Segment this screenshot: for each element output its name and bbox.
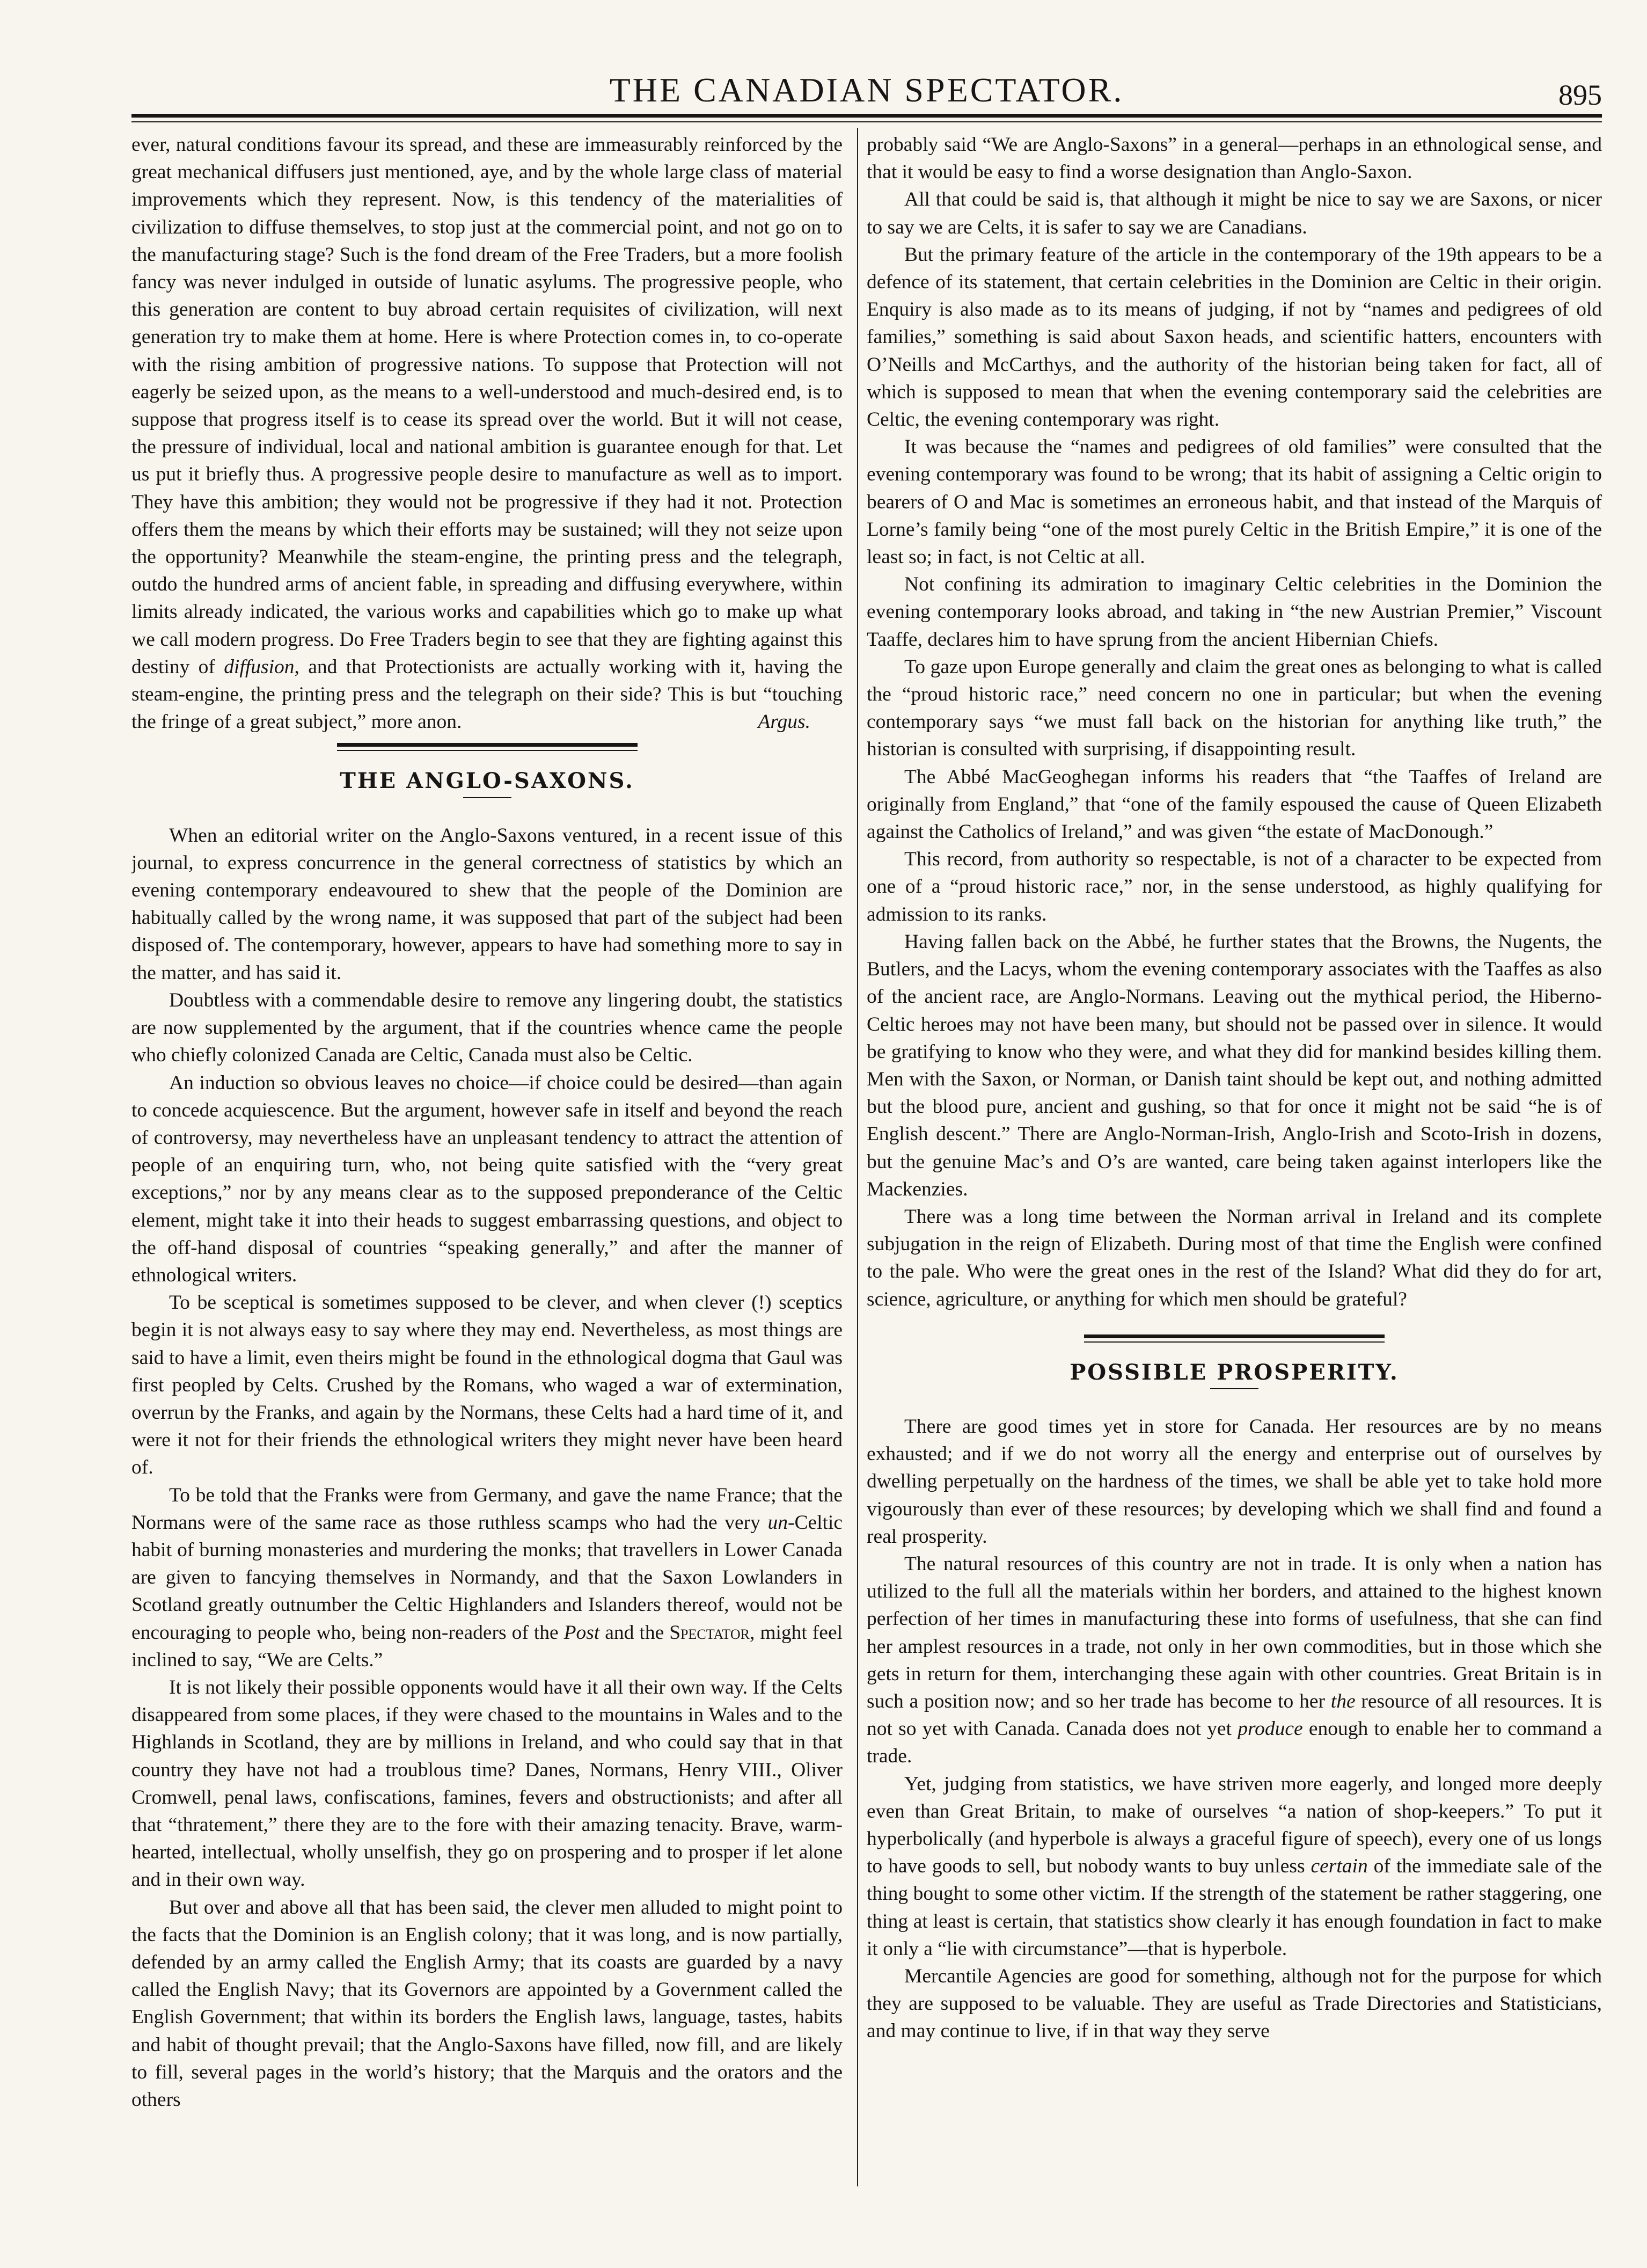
article-paragraph: An induction so obvious leaves no choice—if choice could be desired—than again to concede acquiescence. But the argument, however safe in itself and beyond the reach of controversy, may nevertheless have an unpleasant tendency to attract the attention of people of an enquiring turn, who, not being quite satisfied with the “very great exceptions,” nor by any means clear as to the supposed preponderance of the Celtic element, might take it into their heads to suggest embarrassing questions, and object to the off-hand disposal of countries “speaking generally,” and after the manner of ethnological writers. <box>131 1071 843 1286</box>
protection-article-paragraph: ever, natural conditions favour its spread, and these are immeasurably reinforced by the great mechanical diffusers just mentioned, aye, and by the whole large class of material improvements which they represent. Now, is this tendency of the materialities of civilization to diffuse themselves, to stop just at the commercial point, and not go on to the manufacturing stage? Such is the fond dream of the Free Traders, but a more foolish fancy was never indulged in outside of lunatic asylums. The progressive people, who this generation are content to buy abroad certain requisites of civilization, will next generation try to make them at home. Here is where Protection comes in, to co-operate with the rising ambition of progressive nations. To suppose that Protection will not eagerly be seized upon, as the means to a well-understood and much-desired end, is to suppose that progress itself is to cease its spread over the world. But it will not cease, the pressure of individual, local and national ambition is guarantee enough for that. Let us put it briefly thus. A progressive people desire to manufacture as well as to import. They have this ambition; they would not be progressive if they had it not. Protection offers them the means by which their efforts may be sustained; will they not seize upon the opportunity? Meanwhile the steam-engine, the printing press and the telegraph, outdo the hundred arms of ancient fable, in spreading and diffusing everywhere, within limits already indicated, the various works and capabilities which go to make up what we call modern progress. Do Free Traders begin to see that they are fighting against this destiny of diffusion, and that Protectionists are actually working with it, having the steam-engine, the printing press and the telegraph on their side? This is but “touching the fringe of a great subject,” more anon. Argus. <box>131 131 843 735</box>
publication-title: THE CANADIAN SPECTATOR. <box>609 71 1124 109</box>
article-paragraph: To be told that the Franks were from Germany, and gave the name France; that the Normans were of the same race as those ruthless scamps who had the very un-Celtic habit of burning monasteries and murdering the monks; that travellers in Lower Canada are given to fancying themselves in Normandy, and that the Saxon Lowlanders in Scotland greatly outnumber the Celtic Highlanders and Islanders thereof, would not be encouraging to people who, being non-readers of the Post and the Spectator, might feel inclined to say, “We are Celts.” <box>131 1484 843 1671</box>
article-paragraph: The Abbé MacGeoghegan informs his readers that “the Taaffes of Ireland are originally from England,” that “one of the family espoused the cause of Queen Elizabeth against the Catholics of Ireland,” and was given “the estate of MacDonough.” <box>867 765 1602 843</box>
article-heading-possible-prosperity: POSSIBLE PROSPERITY. <box>1070 1359 1399 1385</box>
article-paragraph: To gaze upon Europe generally and claim the great ones as belonging to what is called the “proud historic race,” need concern no one in particular; but when the evening contemporary says “we must fall back on the historian for anything like truth,” the historian is consulted with surprising, if disappointing result. <box>867 655 1602 761</box>
article-paragraph: When an editorial writer on the Anglo-Saxons ventured, in a recent issue of this journal, to express concurrence in the general correctness of statistics by which an evening contemporary endeavoured to shew that the people of the Dominion are habitually called by the wrong name, it was supposed that part of the subject had been disposed of. The contemporary, however, appears to have had something more to say in the matter, and has said it. <box>131 824 843 984</box>
article-paragraph: Mercantile Agencies are good for something, although not for the purpose for which they are supposed to be valuable. They are useful as Trade Directories and Statisticians, and may continue to live, if in that way they serve <box>867 1965 1602 2043</box>
article-paragraph: It was because the “names and pedigrees of old families” were consulted that the evening contemporary was found to be wrong; that its habit of assigning a Celtic origin to bearers of O and Mac is sometimes an erroneous habit, and that instead of the Marquis of Lorne’s family being “one of the most purely Celtic in the British Empire,” it is one of the least so; in fact, is not Celtic at all. <box>867 436 1602 568</box>
article-paragraph: The natural resources of this country are not in trade. It is only when a nation has utilized to the full all the materials within her borders, and attained to the highest known perfection of her times in manufacturing these into forms of usefulness, that she can find her amplest resources in a trade, not only in her own commodities, but in those which she gets in return for them, interchanging these again with other countries. Great Britain is in such a position now; and so her trade has become to her the resource of all resources. It is not so yet with Canada. Canada does not yet produce enough to enable her to command a trade. <box>867 1552 1602 1768</box>
masthead-rule-thin <box>131 121 1602 122</box>
article-paragraph: To be sceptical is sometimes supposed to be clever, and when clever (!) sceptics begin it is not always easy to say where they may end. Nevertheless, as most things are said to have a limit, even theirs might be found in the ethnological dogma that Gaul was first peopled by Celts. Crushed by the Romans, who waged a war of extermination, overrun by the Franks, and again by the Normans, these Celts had a hard time of it, and were it not for their friends the ethnological writers they might never have been heard of. <box>131 1292 843 1479</box>
column-divider <box>857 128 858 2186</box>
article-paragraph: Having fallen back on the Abbé, he further states that the Browns, the Nugents, the Butlers, and the Lacys, whom the evening contemporary associates with the Taaffes as also of the ancient race, are Anglo-Normans. Leaving out the mythical period, the Hiberno-Celtic heroes may not have been many, but should not be passed over in silence. It would be gratifying to know who they were, and what they did for mankind besides killing them. Men with the Saxon, or Norman, or Danish taint should be kept out, and nothing admitted but the blood pure, ancient and gushing, so that for once it might not be said “he is of English descent.” There are Anglo-Norman-Irish, Anglo-Irish and Scoto-Irish in dozens, but the genuine Mac’s and O’s are wanted, care being taken against interlopers like the Mackenzies. <box>867 930 1602 1200</box>
article-separator <box>131 743 843 751</box>
article-paragraph: But the primary feature of the article in the contemporary of the 19th appears to be a defence of its statement, that certain celebrities in the Dominion are Celtic in their origin. Enquiry is also made as to its means of judging, if not by “names and pedigrees of old families,” something is said about Saxon heads, and scientific hatters, encounters with O’Neills and McCarthys, and the authority of the historian being taken for fact, all of which is supposed to mean that when the evening contemporary said the celebrities are Celtic, the evening contemporary was right. <box>867 243 1602 431</box>
left-column <box>131 131 843 2187</box>
article-paragraph: probably said “We are Anglo-Saxons” in a general—perhaps in an ethnological sense, and that it would be easy to find a worse designation than Anglo-Saxon. <box>867 134 1602 184</box>
article-paragraph: There are good times yet in store for Canada. Her resources are by no means exhausted; and if we do not worry all the energy and enterprise out of ourselves by dwelling perpetually on the hardness of the times, we shall be able yet to take hold more vigourously than ever of these resources; by developing which we shall find and found a real prosperity. <box>867 1415 1602 1548</box>
page-number: 895 <box>1558 79 1602 111</box>
article-paragraph: This record, from authority so respectable, is not of a character to be expected from one of a “proud historic race,” nor, in the sense understood, as highly qualifying for admission to its ranks. <box>867 848 1602 925</box>
article-paragraph: It is not likely their possible opponents would have it all their own way. If the Celts disappeared from some places, if they were chased to the mountains in Wales and to the Highlands in Scotland, they are by millions in Ireland, and who could say that in that country they have not had a troublous time? Danes, Normans, Henry VIII., Oliver Cromwell, penal laws, confiscations, famines, fevers and obstructionists; and after all that “thratement,” there they are to the fore with their amazing tenacity. Brave, warm-hearted, intellectual, wholly unselfish, they go on prospering and to prosper if let alone and in their own way. <box>131 1676 843 1891</box>
article-paragraph: Doubtless with a commendable desire to remove any lingering doubt, the statistics are now supplemented by the argument, that if the countries whence came the people who chiefly colonized Canada are Celtic, Canada must also be Celtic. <box>131 989 843 1067</box>
masthead-rule-thick <box>131 114 1602 118</box>
italic-word: diffusion <box>224 655 295 678</box>
article-paragraph: All that could be said is, that although it might be nice to say we are Saxons, or nicer to say we are Celts, it is safer to say we are Canadians. <box>867 188 1602 238</box>
article-paragraph: Yet, judging from statistics, we have striven more eagerly, and longed more deeply even than Great Britain, to make of ourselves “a nation of shop-keepers.” To put it hyperbolically (and hyperbole is always a graceful figure of speech), every one of us longs to have goods to sell, but nobody wants to buy unless certain of the immediate sale of the thing bought to some other victim. If the strength of the statement be rather staggering, one thing at least is certain, that statistics show clearly it has enough foundation in fact to make it only a “lie with circumstance”—that is hyperbole. <box>867 1773 1602 1960</box>
masthead <box>131 69 1602 112</box>
heading-dash <box>1210 1388 1258 1389</box>
heading-dash <box>463 797 511 798</box>
article-paragraph: There was a long time between the Norman arrival in Ireland and its complete subjugation in the reign of Elizabeth. During most of that time the English were confined to the pale. Who were the great ones in the rest of the Island? What did they do for art, science, agriculture, or anything for which men should be grateful? <box>867 1205 1602 1310</box>
right-column <box>867 131 1602 2187</box>
article-paragraph: But over and above all that has been said, the clever men alluded to might point to the facts that the Dominion is an English colony; that it was long, and is now partially, defended by an army called the English Army; that its coasts are guarded by a navy called the English Navy; that its Governors are appointed by a Government called the English Government; that within its borders the English laws, language, tastes, habits and habit of thought prevail; that the Anglo-Saxons have filled, now fill, and are likely to fill, several pages in the world’s history; that the Marquis and the orators and the others <box>131 1896 843 2111</box>
article-heading-anglo-saxons: THE ANGLO-SAXONS. <box>340 768 634 794</box>
author-signature: Argus. <box>758 711 810 733</box>
article-paragraph: Not confining its admiration to imaginary Celtic celebrities in the Dominion the evening contemporary looks abroad, and taking in “the new Austrian Premier,” Viscount Taaffe, declares him to have sprung from the ancient Hibernian Chiefs. <box>867 573 1602 651</box>
article-separator <box>867 1334 1602 1343</box>
